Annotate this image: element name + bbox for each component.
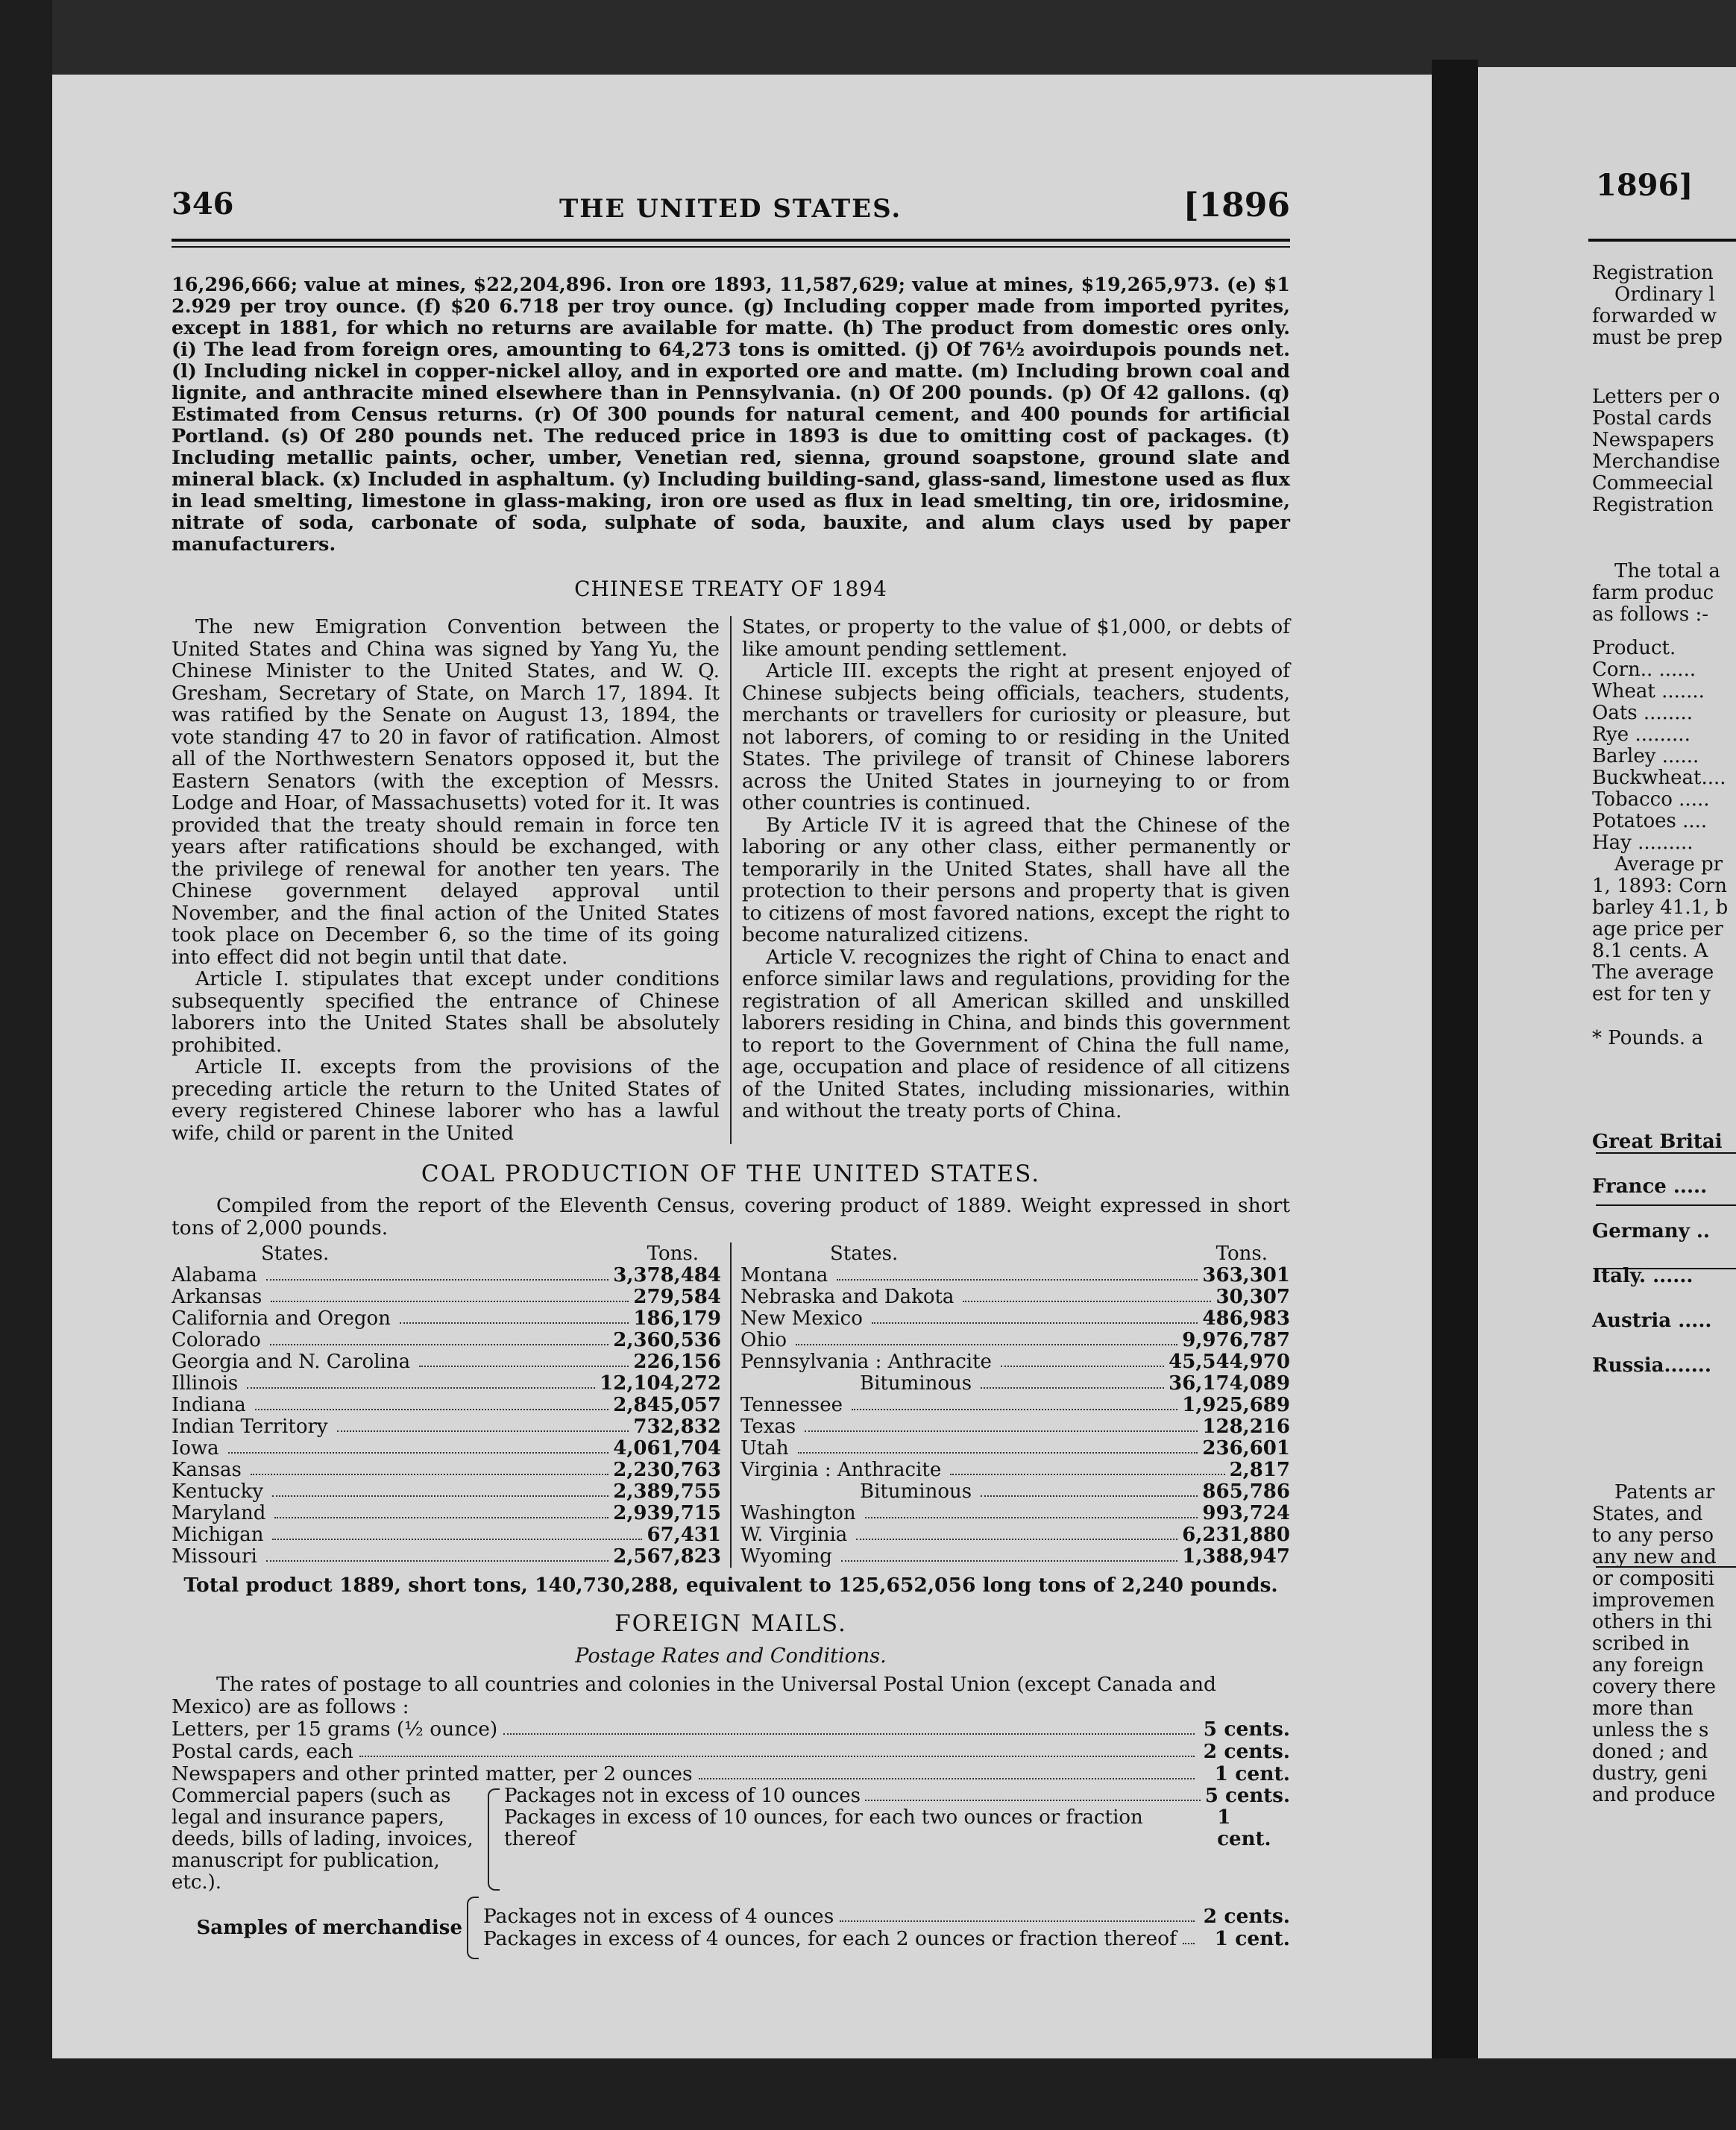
samples-block (172, 1897, 1290, 1959)
right-page-rule (1596, 1152, 1736, 1154)
coal-tons: 4,061,704 (613, 1437, 721, 1460)
commercial-papers-block (172, 1785, 1290, 1894)
postage-item: Newspapers and other printed matter, per 2 ounces (172, 1762, 693, 1785)
samples-label: Samples of merchandise (196, 1916, 462, 1939)
treaty-body (172, 616, 1290, 1144)
coal-column-headers (172, 1242, 721, 1265)
samples-line-rate: 2 cents. (1203, 1905, 1290, 1928)
brace (488, 1788, 500, 1891)
right-page-line: The total a (1614, 560, 1720, 582)
coal-left-column (172, 1242, 732, 1568)
coal-state: Bituminous (860, 1480, 972, 1503)
coal-state: Wyoming (740, 1545, 832, 1568)
postage-rate: 1 cent. (1214, 1762, 1290, 1785)
commercial-line-rate: 1 cent. (1217, 1806, 1271, 1850)
right-page-line: Registration (1592, 494, 1714, 516)
coal-row (740, 1373, 1290, 1395)
right-page-line: 1, 1893: Corn (1592, 875, 1727, 897)
right-page-line: as follows :- (1592, 603, 1709, 626)
coal-tons: 1,925,689 (1182, 1394, 1290, 1416)
right-page-line: doned ; and (1592, 1741, 1708, 1763)
leader-dots (841, 1546, 1177, 1562)
right-page-line: The average (1592, 961, 1714, 984)
coal-tons: 2,939,715 (613, 1502, 721, 1524)
right-page-line: must be prep (1592, 327, 1723, 349)
mails-title: FOREIGN MAILS. (614, 1610, 847, 1637)
coal-tons: 128,216 (1202, 1416, 1290, 1438)
coal-state: New Mexico (740, 1307, 863, 1330)
coal-tons: 2,360,536 (613, 1329, 721, 1351)
right-page-line: any new and (1592, 1546, 1717, 1568)
right-page-line: covery there (1592, 1676, 1717, 1698)
right-page-line: Russia....... (1592, 1354, 1711, 1377)
leader-dots (699, 1763, 1195, 1779)
coal-row (172, 1438, 721, 1460)
commercial-line (504, 1785, 1290, 1807)
coal-tons: 12,104,272 (600, 1372, 721, 1395)
right-page-line: States, and (1592, 1503, 1703, 1525)
right-page-line: Barley ...... (1592, 745, 1699, 767)
leader-dots (852, 1395, 1177, 1410)
coal-row (172, 1416, 721, 1438)
coal-table (172, 1242, 1290, 1568)
postage-rate-row (172, 1741, 1290, 1763)
right-page-line: Postal cards (1592, 407, 1712, 430)
coal-tons: 226,156 (633, 1351, 721, 1373)
leader-dots (266, 1265, 608, 1281)
page-number: 346 (172, 186, 234, 222)
leader-dots (1183, 1928, 1195, 1944)
coal-tons: 279,584 (633, 1286, 721, 1308)
tons-header: Tons. (647, 1242, 699, 1265)
leader-dots (856, 1524, 1177, 1540)
right-page-line: Patents ar (1614, 1481, 1715, 1504)
right-page-line: Germany .. (1592, 1220, 1710, 1242)
coal-state: Texas (740, 1416, 796, 1438)
coal-row (172, 1546, 721, 1568)
coal-row (740, 1265, 1290, 1287)
right-page-line: Merchandise (1592, 450, 1720, 473)
page-header (172, 172, 1290, 231)
coal-state: Bituminous (860, 1372, 972, 1395)
treaty-paragraph: Article III. excepts the right at present enjoyed of Chinese subjects being officials, teachers, students, merchants or travellers for curiosity or pleasure, but not laborers, of coming to or residing in the United States. The privilege of transit of Chinese laborers across the United States in journeying to or from other countries is continued. (742, 659, 1290, 814)
right-page-line: * Pounds. a (1592, 1027, 1703, 1049)
leader-dots (796, 1330, 1177, 1345)
leader-dots (251, 1460, 608, 1475)
leader-dots (872, 1308, 1198, 1324)
postage-item: Postal cards, each (172, 1740, 353, 1763)
leader-dots (255, 1395, 609, 1410)
treaty-paragraph: The new Emigration Convention between the United States and China was signed by Yang Yu, the Chinese Minister to the United States, and W. Q. Gresham, Secretary of State, on March 17, 1894. It was ratified by the Senate on August 13, 1894, the vote standing 47 to 20 in favor of ratification. Almost all of the Northwestern Senators opposed it, but the Eastern Senators (with the exception of Messrs. Lodge and Hoar, of Massachusetts) voted for it. It was provided that the treaty should remain in force ten years after ratifications should be exchanged, with the privilege of renewal for another ten years. The Chinese government delayed approval until November, and the final action of the United States took place on December 6, so the time of its going into effect did not begin until that date. (172, 615, 720, 969)
leader-dots (865, 1785, 1201, 1801)
coal-tons: 2,230,763 (613, 1459, 721, 1481)
mails-subtitle: Postage Rates and Conditions. (575, 1644, 887, 1668)
right-page-line: barley 41.1, b (1592, 896, 1729, 919)
coal-row (172, 1524, 721, 1546)
leader-dots (798, 1438, 1198, 1454)
right-page-line: Tobacco ..... (1592, 788, 1710, 811)
right-page-line: Potatoes .... (1592, 810, 1708, 832)
leader-dots (981, 1481, 1198, 1497)
leader-dots (805, 1416, 1198, 1432)
coal-row (172, 1395, 721, 1416)
coal-row (172, 1460, 721, 1481)
coal-row (740, 1438, 1290, 1460)
leader-dots (271, 1287, 629, 1302)
coal-row (740, 1546, 1290, 1568)
right-page-line: age price per (1592, 918, 1723, 940)
right-page-line: Newspapers (1592, 429, 1714, 451)
right-page-line: Oats ........ (1592, 702, 1693, 724)
right-page-line: Product. (1592, 637, 1676, 659)
right-page-line: forwarded w (1592, 305, 1717, 327)
leader-dots (419, 1351, 629, 1367)
right-page-rule (1596, 1566, 1736, 1568)
right-page-line: est for ten y (1592, 983, 1711, 1005)
coal-state: Kansas (172, 1459, 242, 1481)
coal-row (740, 1330, 1290, 1351)
coal-row (172, 1481, 721, 1503)
postage-rate-row (172, 1763, 1290, 1785)
commercial-line (504, 1807, 1290, 1850)
leader-dots (266, 1546, 608, 1562)
coal-column-headers (740, 1242, 1290, 1265)
coal-row (740, 1395, 1290, 1416)
mails-intro: The rates of postage to all countries and colonies in the Universal Postal Union (except Canada and Mexico) are as follows : (172, 1673, 1216, 1718)
treaty-left-column (172, 616, 732, 1144)
right-page-line: dustry, geni (1592, 1762, 1708, 1785)
coal-tons: 9,976,787 (1182, 1329, 1290, 1351)
coal-total: Total product 1889, short tons, 140,730,288, equivalent to 125,652,056 long tons of 2,240 pounds. (183, 1574, 1278, 1597)
right-page-line: Hay ......... (1592, 832, 1693, 854)
table-footnotes: 16,296,666; value at mines, $22,204,896. Iron ore 1893, 11,587,629; value at mines, $19,265,973. (e) $1 2.929 per troy ounce. (f) $20 6.718 per troy ounce. (g) Including copper made from imported pyrites, except in 1881, for which no returns are available for matte. (h) The product from domestic ores only. (i) The lead from foreign ores, amounting to 64,273 tons is omitted. (j) Of 76½ avoirdupois pounds net. (l) Including nickel in copper-nickel alloy, and in exported ore and matte. (m) Including brown coal and lignite, and anthracite mined elsewhere than in Pennsylvania. (n) Of 200 pounds. (p) Of 42 gallons. (q) Estimated from Census returns. (r) Of 300 pounds for natural cement, and 400 pounds for artificial Portland. (s) Of 280 pounds net. The reduced price in 1893 is due to omitting cost of packages. (t) Including metallic paints, ocher, umber, Venetian red, sienna, ground soapstone, ground slate and mineral black. (x) Included in asphaltum. (y) Including building-sand, glass-sand, limestone used as flux in lead smelting, limestone in glass-making, iron ore used as flux in lead smelting, tin ore, iridosmine, nitrate of soda, carbonate of soda, sulphate of soda, bauxite, and alum clays used by paper manufacturers. (172, 274, 1290, 556)
coal-tons: 993,724 (1202, 1502, 1290, 1524)
treaty-paragraph: Article V. recognizes the right of China to enact and enforce similar laws and regulations, providing for the registration of all American skilled and unskilled laborers residing in China, and binds this government to report to the Government of China the full name, age, occupation and place of residence of all citizens of the United States, including missionaries, within and without the treaty ports of China. (742, 945, 1290, 1122)
running-head: THE UNITED STATES. (559, 194, 902, 224)
coal-state: California and Oregon (172, 1307, 391, 1330)
coal-state: Ohio (740, 1329, 787, 1351)
right-page-line: and produce (1592, 1784, 1716, 1806)
coal-tons: 2,567,823 (613, 1545, 721, 1568)
leader-dots (981, 1373, 1164, 1389)
coal-state: Missouri (172, 1545, 257, 1568)
coal-tons: 67,431 (647, 1524, 721, 1546)
coal-state: Alabama (172, 1264, 257, 1287)
right-page-line: Rye ......... (1592, 723, 1691, 746)
page-year: [1896 (1183, 186, 1290, 224)
coal-row (172, 1351, 721, 1373)
leader-dots (840, 1906, 1195, 1922)
coal-state: Iowa (172, 1437, 219, 1460)
right-page-line: or compositi (1592, 1568, 1714, 1590)
right-page-line: Great Britai (1592, 1131, 1723, 1153)
scan-border-bottom (0, 2058, 1736, 2130)
leader-dots (503, 1718, 1195, 1735)
coal-state: W. Virginia (740, 1524, 848, 1546)
coal-tons: 186,179 (633, 1307, 721, 1330)
coal-tons: 3,378,484 (613, 1264, 721, 1287)
brace (467, 1897, 479, 1959)
coal-tons: 363,301 (1202, 1264, 1290, 1287)
coal-row (740, 1460, 1290, 1481)
coal-state: Washington (740, 1502, 856, 1524)
coal-row (740, 1308, 1290, 1330)
coal-state: Pennsylvania : Anthracite (740, 1351, 992, 1373)
right-page-rule (1596, 1204, 1736, 1206)
coal-tons: 865,786 (1202, 1480, 1290, 1503)
coal-row (172, 1373, 721, 1395)
coal-row (740, 1524, 1290, 1546)
leader-dots (963, 1287, 1211, 1302)
coal-state: Colorado (172, 1329, 261, 1351)
coal-tons: 2,845,057 (613, 1394, 721, 1416)
treaty-paragraph: Article II. excepts from the provisions of the preceding article the return to the United States of every registered Chinese laborer who has a lawful wife, child or parent in the United (172, 1055, 720, 1145)
left-page-content (172, 172, 1290, 1959)
right-page-line: Registration (1592, 262, 1714, 284)
book-gutter (1432, 60, 1478, 2130)
coal-state: Montana (740, 1264, 828, 1287)
right-page-line: Austria ..... (1592, 1310, 1712, 1332)
leader-dots (837, 1265, 1198, 1281)
coal-tons: 732,832 (633, 1416, 721, 1438)
commercial-line-rate: 5 cents. (1204, 1785, 1290, 1807)
treaty-title: CHINESE TREATY OF 1894 (574, 577, 887, 601)
scan-border-left (0, 0, 52, 2130)
samples-line (483, 1906, 1290, 1928)
states-header: States. (261, 1242, 330, 1265)
coal-tons: 1,388,947 (1182, 1545, 1290, 1568)
right-page-line: 8.1 cents. A (1592, 940, 1708, 962)
commercial-label: Commercial papers (such as legal and insurance papers, deeds, bills of lading, invoices, manuscript for publication, etc.). (172, 1785, 474, 1894)
right-page-line: Letters per o (1592, 386, 1720, 408)
coal-state: Indian Territory (172, 1416, 328, 1438)
leader-dots (274, 1503, 608, 1518)
coal-tons: 486,983 (1202, 1307, 1290, 1330)
coal-row (740, 1503, 1290, 1524)
leader-dots (359, 1741, 1195, 1757)
leader-dots (247, 1373, 595, 1389)
header-rule-thin (172, 246, 1290, 248)
postage-rate: 2 cents. (1203, 1740, 1290, 1763)
coal-tons: 45,544,970 (1169, 1351, 1290, 1373)
coal-state: Virginia : Anthracite (740, 1459, 942, 1481)
right-page-line: France ..... (1592, 1175, 1708, 1198)
states-header: States. (830, 1242, 899, 1265)
right-page-rule (1596, 1268, 1736, 1269)
tons-header: Tons. (1215, 1242, 1268, 1265)
postage-rate-row (172, 1718, 1290, 1741)
coal-tons: 6,231,880 (1182, 1524, 1290, 1546)
coal-tons: 2,817 (1229, 1459, 1290, 1481)
right-page-line: improvemen (1592, 1589, 1715, 1612)
leader-dots (270, 1330, 609, 1345)
coal-title: COAL PRODUCTION OF THE UNITED STATES. (421, 1160, 1041, 1187)
samples-line-rate: 1 cent. (1214, 1927, 1290, 1950)
header-rule (172, 239, 1290, 242)
leader-dots (272, 1481, 608, 1497)
coal-row (172, 1503, 721, 1524)
treaty-paragraph: States, or property to the value of $1,000, or debts of like amount pending settlement. (742, 615, 1290, 661)
coal-state: Maryland (172, 1502, 266, 1524)
right-page-line: Buckwheat.... (1592, 767, 1726, 789)
coal-row (172, 1287, 721, 1308)
right-page-line: more than (1592, 1697, 1693, 1720)
coal-intro: Compiled from the report of the Eleventh Census, covering product of 1889. Weight expressed in short tons of 2,000 pounds. (172, 1194, 1290, 1240)
coal-state: Utah (740, 1437, 789, 1460)
leader-dots (865, 1503, 1198, 1518)
right-page-line: others in thi (1592, 1611, 1713, 1633)
coal-state: Georgia and N. Carolina (172, 1351, 411, 1373)
coal-row (172, 1265, 721, 1287)
right-page-line: Corn.. ...... (1592, 659, 1696, 681)
coal-row (740, 1481, 1290, 1503)
postage-item: Letters, per 15 grams (½ ounce) (172, 1718, 498, 1741)
coal-state: Indiana (172, 1394, 246, 1416)
coal-row (740, 1287, 1290, 1308)
treaty-paragraph: By Article IV it is agreed that the Chinese of the laboring or any other class, either permanently or temporarily in the United States, shall have all the protection to their persons and property that is given to citizens of most favored nations, except the right to become naturalized citizens. (742, 813, 1290, 946)
coal-tons: 236,601 (1202, 1437, 1290, 1460)
coal-row (740, 1416, 1290, 1438)
coal-state: Nebraska and Dakota (740, 1286, 955, 1308)
coal-state: Michigan (172, 1524, 264, 1546)
coal-tons: 2,389,755 (613, 1480, 721, 1503)
coal-tons: 36,174,089 (1169, 1372, 1290, 1395)
coal-state: Illinois (172, 1372, 239, 1395)
commercial-line-text: Packages in excess of 10 ounces, for each two ounces or fraction thereof (504, 1806, 1143, 1850)
right-page-line: Commeecial (1592, 472, 1714, 494)
right-page-line: any foreign (1592, 1654, 1704, 1677)
right-page-line: Italy. ...... (1592, 1265, 1693, 1287)
right-page-line: Average pr (1614, 853, 1723, 876)
right-page-line: farm produc (1592, 582, 1714, 604)
treaty-paragraph: Article I. stipulates that except under conditions subsequently specified the entrance of Chinese laborers into the United States shall be absolutely prohibited. (172, 967, 720, 1057)
commercial-line-text: Packages not in excess of 10 ounces (504, 1785, 861, 1807)
right-page-rule (1588, 239, 1736, 242)
right-page-line: to any perso (1592, 1524, 1714, 1547)
right-page-line: unless the s (1592, 1719, 1709, 1741)
leader-dots (400, 1308, 629, 1324)
coal-state: Kentucky (172, 1480, 264, 1503)
leader-dots (337, 1416, 629, 1432)
leader-dots (1001, 1351, 1164, 1367)
coal-state: Arkansas (172, 1286, 262, 1308)
commercial-rates (504, 1785, 1290, 1894)
coal-row (740, 1351, 1290, 1373)
coal-tons: 30,307 (1215, 1286, 1290, 1308)
samples-line-text: Packages in excess of 4 ounces, for each 2 ounces or fraction thereof (483, 1927, 1177, 1950)
right-page-line: scribed in (1592, 1633, 1690, 1655)
leader-dots (272, 1524, 642, 1540)
leader-dots (228, 1438, 609, 1454)
right-page-line: Wheat ....... (1592, 680, 1705, 703)
postage-rate: 5 cents. (1203, 1718, 1290, 1741)
coal-right-column (732, 1242, 1290, 1568)
samples-line-text: Packages not in excess of 4 ounces (483, 1905, 834, 1928)
coal-row (172, 1330, 721, 1351)
samples-rates (483, 1906, 1290, 1950)
right-page-year: 1896] (1596, 168, 1693, 203)
leader-dots (950, 1460, 1224, 1475)
samples-line (483, 1928, 1290, 1950)
coal-row (172, 1308, 721, 1330)
right-page-line: Ordinary l (1614, 283, 1715, 306)
treaty-right-column (732, 616, 1290, 1144)
coal-state: Tennessee (740, 1394, 843, 1416)
